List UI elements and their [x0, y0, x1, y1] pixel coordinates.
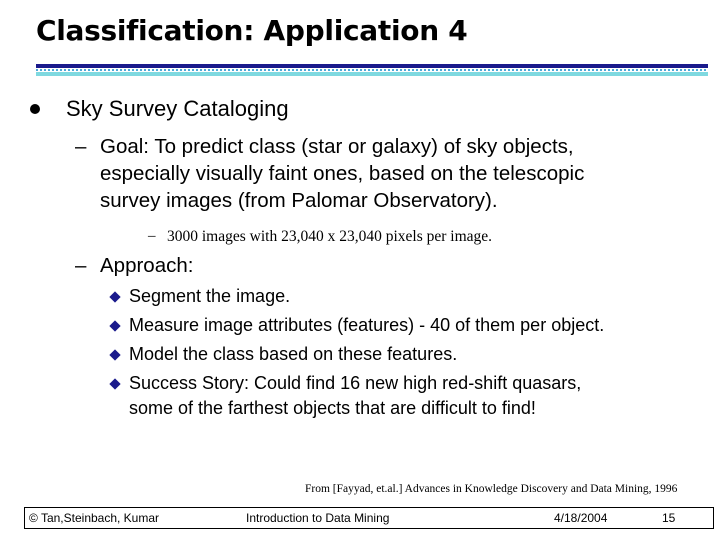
slide-title: Classification: Application 4	[36, 14, 468, 47]
slide-footer	[24, 507, 714, 529]
diamond-bullet-icon	[109, 320, 120, 331]
footer-page-number: 15	[662, 511, 676, 525]
approach-item: Segment the image.	[129, 286, 291, 306]
title-rule-cyan	[36, 72, 708, 76]
footer-copyright: © Tan,Steinbach, Kumar	[29, 511, 160, 525]
title-rule-navy	[36, 64, 708, 68]
success-line-2: some of the farthest objects that are difficult to find!	[129, 398, 536, 418]
goal-dash: –	[75, 135, 87, 158]
approach-label: Approach:	[100, 254, 194, 277]
bullet-main-text: Sky Survey Cataloging	[66, 96, 289, 121]
approach-item: Measure image attributes (features) - 40 of them per object.	[129, 315, 605, 335]
diamond-bullet-icon	[109, 291, 120, 302]
footer-course: Introduction to Data Mining	[246, 511, 390, 525]
title-rule-dotted	[36, 69, 708, 71]
diamond-bullet-icon	[109, 378, 120, 389]
footer-date: 4/18/2004	[554, 511, 608, 525]
success-line-1: Success Story: Could find 16 new high red-shift quasars,	[129, 373, 582, 393]
goal-line-3: survey images (from Palomar Observatory).	[100, 189, 498, 212]
bullet-dot-icon	[30, 104, 40, 114]
citation: From [Fayyad, et.al.] Advances in Knowledge Discovery and Data Mining, 1996	[305, 483, 678, 495]
note-text: 3000 images with 23,040 x 23,040 pixels per image.	[167, 228, 493, 245]
approach-dash: –	[75, 254, 87, 277]
diamond-bullet-icon	[109, 349, 120, 360]
approach-item: Model the class based on these features.	[129, 344, 458, 364]
note-dash: –	[148, 228, 156, 244]
goal-line-2: especially visually faint ones, based on the telescopic	[100, 162, 585, 185]
goal-line-1: Goal: To predict class (star or galaxy) of sky objects,	[100, 135, 574, 158]
